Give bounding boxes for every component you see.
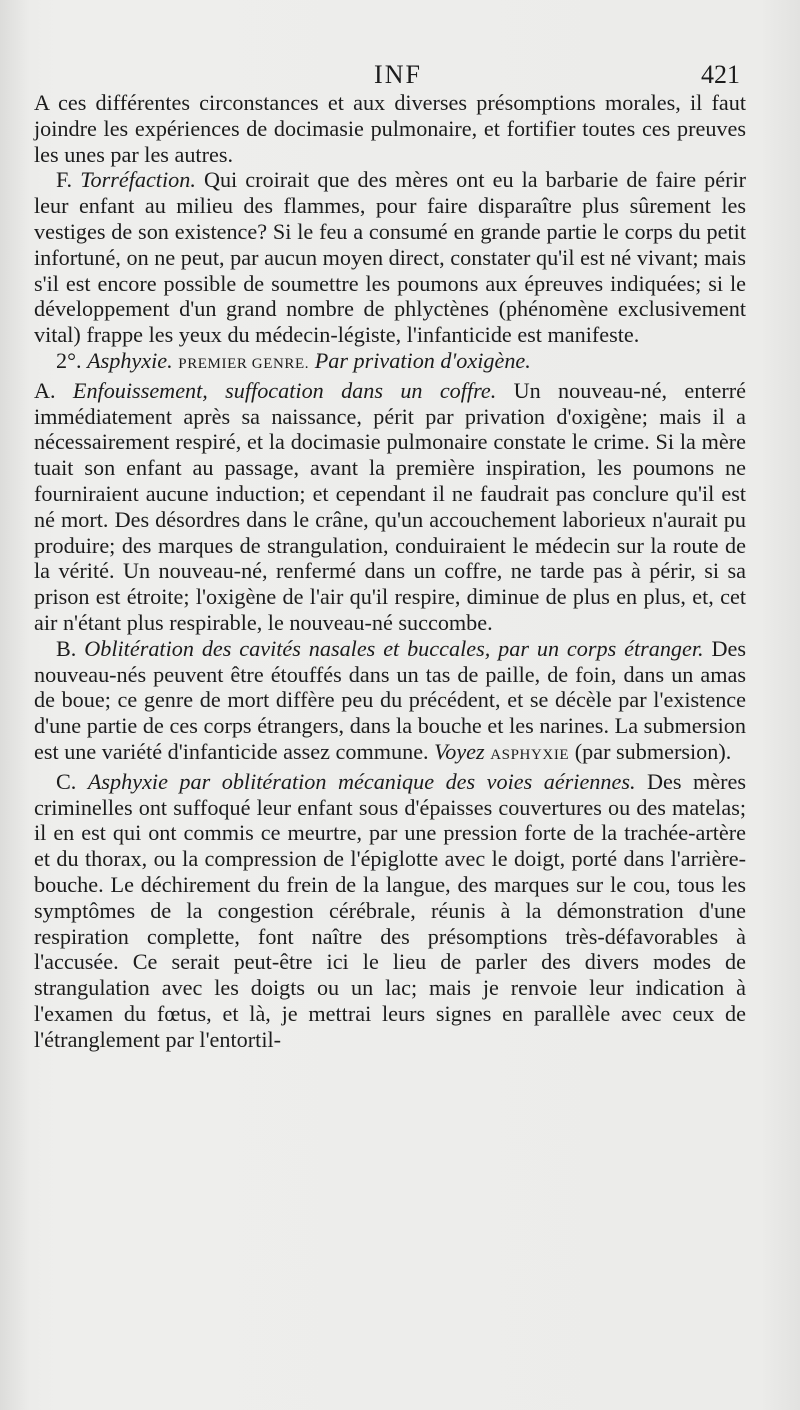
section-title-torrefaction: Torréfaction.: [80, 167, 196, 193]
heading-subtitle: Par privation d'oxigène.: [314, 347, 531, 373]
section-title-obliteration: Oblitération des cavités nasales et buccales, par un corps étranger.: [84, 635, 704, 661]
paragraph-asphyxie-mecanique: C. Asphyxie par oblitération mécanique des voies aériennes. Des mères criminelles ont suffoqué leur enfant sous d'épaisses couvertures ou des matelas; il en est qui ont commis ce meurtre, par une pression forte de la trachée-artère et du thorax, ou la compression de l'épiglotte avec le doigt, porté dans l'arrière-bouche. Le déchirement du frein de la langue, des marques sur le cou, tous les symptômes de la congestion cérébrale, réunis à la démonstration d'une respiration complette, font naître des présomptions très-défavorables à l'accusée. Ce serait peut-être ici le lieu de parler des divers modes de strangulation avec les doigts ou un lac; mais je renvoie leur indication à l'examen du fœtus, et là, je mettrai leurs signes en parallèle avec ceux de l'étranglement par l'entortil-: [34, 768, 746, 1052]
body-text: [34, 90, 746, 1052]
page-number: 421: [701, 60, 740, 89]
paragraph-enfouissement: A. Enfouissement, suffocation dans un coffre. Un nouveau-né, enterré immédiatement après sa naissance, périt par privation d'oxigène; mais il a nécessairement respiré, et la docimasie pulmonaire constate le crime. Si la mère tuait son enfant au passage, avant la première inspiration, les poumons ne fourniraient aucune induction; et cependant il ne faudrait pas conclure qu'il est né mort. Des désordres dans le crâne, qu'un accouchement laborieux n'aurait pu produire; des marques de strangulation, conduiraient le médecin sur la route de la vérité. Un nouveau-né, renfermé dans un coffre, ne tarde pas à périr, si sa prison est étroite; l'oxigène de l'air qu'il respire, diminue de plus en plus, et, cet air n'étant plus respirable, le nouveau-né succombe.: [34, 377, 746, 635]
paragraph-obliteration: B. Oblitération des cavités nasales et buccales, par un corps étranger. Des nouveau-nés peuvent être étouffés dans un tas de paille, de foin, dans un amas de boue; ce genre de mort diffère peu du précédent, et se décèle par l'existence d'une partie de ces corps étrangers, dans la bouche et les narines. La submersion est une variété d'infanticide assez commune. Voyez ASPHYXIE (par submersion).: [34, 635, 746, 764]
heading-genre: PREMIER GENRE.: [178, 355, 310, 372]
section-title-asphyxie-mecanique: Asphyxie par oblitération mécanique des voies aériennes.: [87, 768, 636, 794]
paragraph-intro: A ces différentes circonstances et aux diverses présomptions morales, il faut joindre les expériences de docimasie pulmonaire, et fortifier toutes ces preuves les unes par les autres.: [34, 90, 746, 167]
cross-reference-asphyxie: ASPHYXIE: [490, 746, 570, 763]
paragraph-torrefaction: F. Torréfaction. Qui croirait que des mères ont eu la barbarie de faire périr leur enfant au milieu des flammes, pour faire disparaître plus sûrement les vestiges de son existence? Si le feu a consumé en grande partie le corps du petit infortuné, on ne peut, par aucun moyen direct, constater qu'il est né vivant; mais s'il est encore possible de soumettre les poumons aux épreuves indiquées; si le développement d'un grand nombre de phlyctènes (phénomène exclusivement vital) frappe les yeux du médecin-légiste, l'infanticide est manifeste.: [34, 167, 747, 348]
heading-asphyxie: 2°. Asphyxie. PREMIER GENRE. Par privation d'oxigène.: [56, 347, 531, 373]
cross-reference-voyez: Voyez: [434, 738, 485, 764]
section-title-enfouissement: Enfouissement, suffocation dans un coffre.: [72, 377, 497, 403]
running-head-word: INF: [374, 60, 422, 89]
heading-asphyxie-title: Asphyxie.: [87, 347, 173, 373]
